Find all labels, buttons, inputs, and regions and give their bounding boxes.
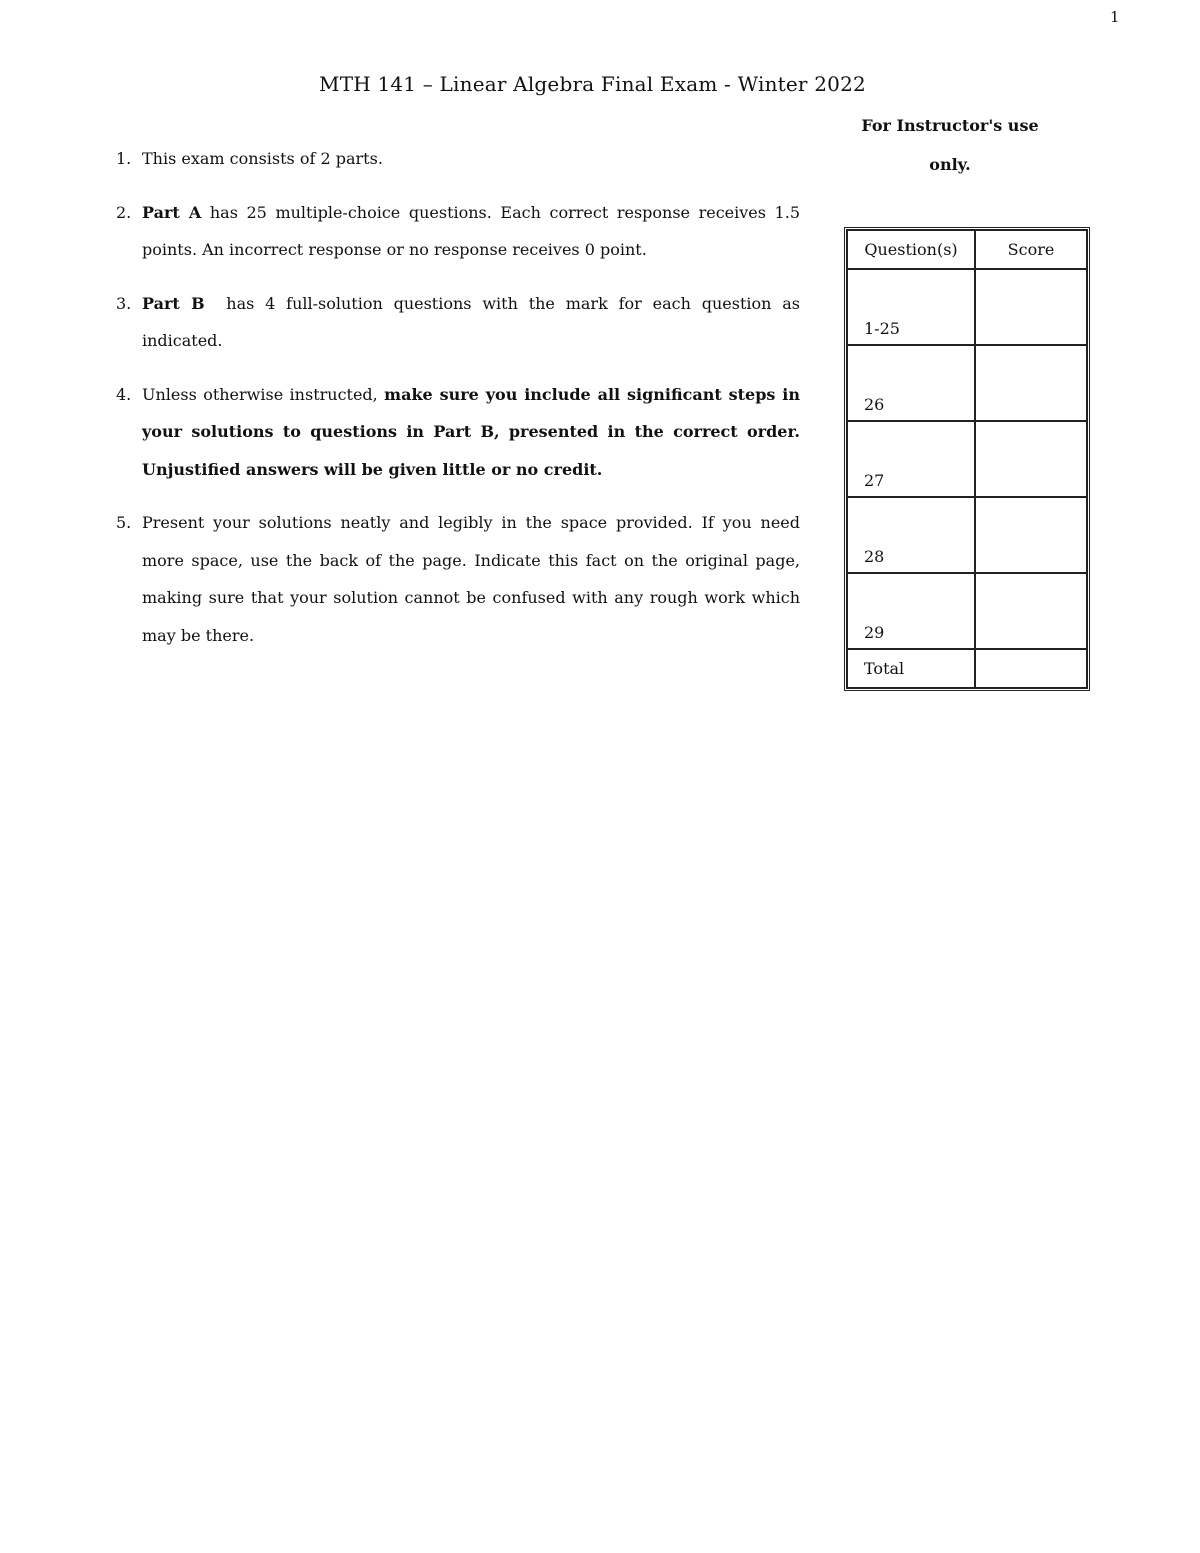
instructor-use-note: For Instructor's use only. (861, 116, 1039, 174)
score-table-header (847, 230, 1087, 269)
score-field[interactable] (975, 345, 1087, 421)
question-label-text: 29 (864, 623, 885, 642)
instruction-number: 2. (116, 202, 132, 222)
question-label (847, 345, 975, 421)
instruction-item (112, 140, 800, 178)
instruction-emphasis: Part B (142, 293, 205, 313)
instruction-number: 3. (116, 293, 132, 313)
instruction-item (112, 285, 806, 360)
question-label-text: 28 (864, 547, 885, 566)
question-label (847, 269, 975, 345)
instruction-text: This exam consists of 2 parts. (142, 149, 383, 168)
instruction-number: 5. (116, 513, 132, 532)
instruction-number: 1. (116, 149, 132, 168)
score-table-total-row (847, 649, 1087, 688)
instruction-item (112, 504, 800, 654)
instruction-emphasis: make sure you include all significant steps in your solutions to questions in Part B, presented in the correct order. Unjustified answers will be given little or no credit. (142, 384, 800, 479)
question-label-text: 27 (864, 471, 885, 490)
question-label-text: 1-25 (864, 319, 900, 338)
question-label (847, 421, 975, 497)
score-field[interactable] (975, 573, 1087, 649)
question-label-text: 26 (864, 395, 885, 414)
total-label: Total (847, 649, 975, 688)
question-column-header: Question(s) (847, 230, 975, 269)
score-table-row (847, 345, 1087, 421)
score-field[interactable] (975, 269, 1087, 345)
score-table-row (847, 269, 1087, 345)
score-column-header: Score (975, 230, 1087, 269)
score-field[interactable] (975, 497, 1087, 573)
question-label (847, 497, 975, 573)
instruction-emphasis: Part A (142, 202, 202, 222)
instruction-item (112, 376, 800, 489)
instruction-number: 4. (116, 384, 132, 404)
score-table-row (847, 573, 1087, 649)
page-number: 1 (1110, 8, 1120, 26)
question-label (847, 573, 975, 649)
instruction-text: has 4 full-solution questions with the mark for each question as indicated. (142, 293, 806, 350)
instruction-text: Present your solutions neatly and legibly in the space provided. If you need more space, use the back of the page. Indicate this fact on the original page, making sure that your solution cannot be confused with any rough work which may be there. (142, 513, 800, 645)
score-table (844, 227, 1090, 691)
instructions-list (112, 140, 806, 670)
instruction-text: has 25 multiple-choice questions. Each correct response receives 1.5 points. An incorrect response or no response receives 0 point. (142, 202, 801, 259)
instruction-item (112, 194, 800, 269)
exam-title: MTH 141 – Linear Algebra Final Exam - Winter 2022 (319, 72, 866, 96)
score-field[interactable] (975, 421, 1087, 497)
total-score-field[interactable] (975, 649, 1087, 688)
score-table-row (847, 421, 1087, 497)
score-table-row (847, 497, 1087, 573)
instruction-text: Unless otherwise instructed, (142, 384, 385, 404)
